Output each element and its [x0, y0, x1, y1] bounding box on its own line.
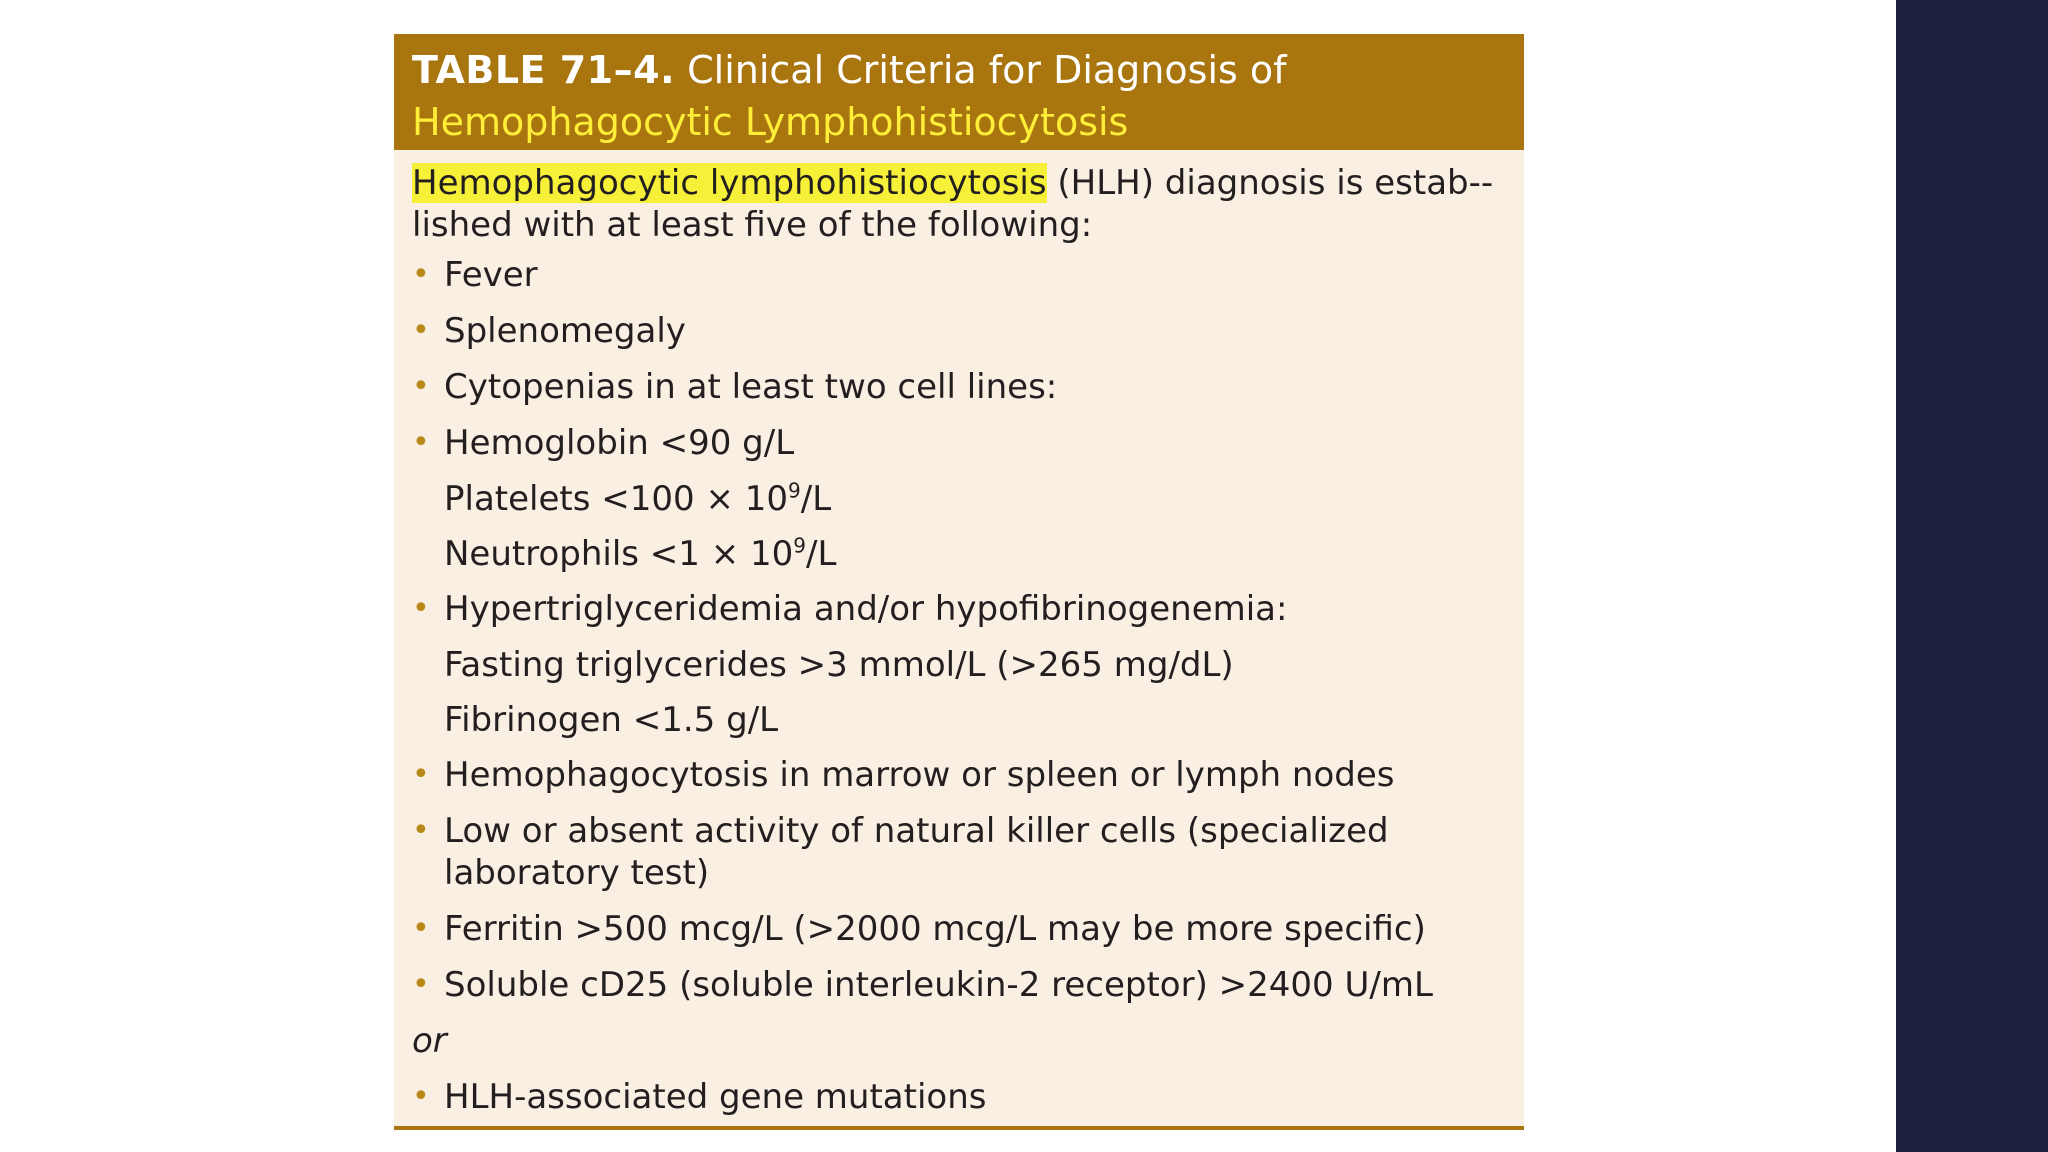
criterion-ferritin — [412, 908, 1506, 950]
criterion-text: Fasting triglycerides >3 mmol/L (>265 mg/dL) — [444, 645, 1234, 685]
criterion-text: Neutrophils <1 × 10 — [444, 534, 794, 574]
criterion-text: HLH-associated gene mutations — [444, 1077, 987, 1117]
criterion-unit: /L — [806, 534, 837, 574]
criterion-hemophagocytosis — [412, 754, 1506, 796]
highlighted-term: Hemophagocytic lymphohistiocytosis — [412, 163, 1047, 203]
criterion-text: Low or absent activity of natural killer cells (specialized laboratory test) — [444, 811, 1389, 893]
bullet-icon: • — [412, 425, 430, 460]
criterion-text: Fever — [444, 255, 538, 295]
criterion-fasting-triglycerides — [412, 644, 1506, 686]
criterion-text: Soluble cD25 (soluble interleukin-2 receptor) >2400 U/mL — [444, 965, 1433, 1005]
criterion-splenomegaly — [412, 310, 1506, 352]
criterion-text: Cytopenias in at least two cell lines: — [444, 367, 1058, 407]
criterion-nk-cells — [412, 810, 1506, 894]
criterion-text: Ferritin >500 mcg/L (>2000 mcg/L may be more specific) — [444, 909, 1426, 949]
criterion-fibrinogen — [412, 699, 1506, 741]
criterion-hemoglobin — [412, 422, 1506, 464]
table-title-part1: Clinical Criteria for Diagnosis of — [687, 48, 1287, 92]
bullet-icon: • — [412, 369, 430, 404]
bullet-icon: • — [412, 1079, 430, 1114]
criterion-text: Splenomegaly — [444, 311, 686, 351]
intro-text: (HLH) diagnosis is estab-lished with at least five of the following: — [412, 163, 1494, 245]
criteria-table — [394, 34, 1524, 1130]
criterion-platelets — [412, 478, 1506, 520]
criterion-text: Fibrinogen <1.5 g/L — [444, 700, 779, 740]
bullet-icon: • — [412, 313, 430, 348]
bullet-icon: • — [412, 591, 430, 626]
criterion-text: Hypertriglyceridemia and/or hypofibrinogenemia: — [444, 589, 1288, 629]
table-body — [394, 150, 1524, 1118]
exponent: 9 — [793, 533, 807, 558]
table-title-part2: Hemophagocytic Lymphohistiocytosis — [412, 100, 1129, 144]
or-separator: or — [412, 1021, 447, 1061]
criterion-cytopenias — [412, 366, 1506, 408]
criterion-neutrophils — [412, 533, 1506, 575]
table-number: TABLE 71–4. — [412, 48, 676, 92]
criterion-hypertriglyceridemia — [412, 588, 1506, 630]
bullet-icon: • — [412, 257, 430, 292]
title-line-1 — [412, 44, 1506, 96]
criterion-text: Hemophagocytosis in marrow or spleen or lymph nodes — [444, 755, 1395, 795]
criterion-soluble-cd25 — [412, 964, 1506, 1006]
bullet-icon: • — [412, 757, 430, 792]
criterion-fever — [412, 254, 1506, 296]
bullet-icon: • — [412, 813, 430, 848]
side-panel — [1896, 0, 2048, 1152]
bullet-icon: • — [412, 911, 430, 946]
criterion-unit: /L — [800, 479, 832, 519]
bullet-icon: • — [412, 967, 430, 1002]
intro-paragraph — [412, 162, 1506, 246]
exponent: 9 — [788, 478, 801, 503]
criterion-text: Hemoglobin <90 g/L — [444, 423, 795, 463]
table-header — [394, 34, 1524, 150]
criterion-text: Platelets <100 × 10 — [444, 479, 789, 519]
criterion-gene-mutations — [412, 1076, 1506, 1118]
